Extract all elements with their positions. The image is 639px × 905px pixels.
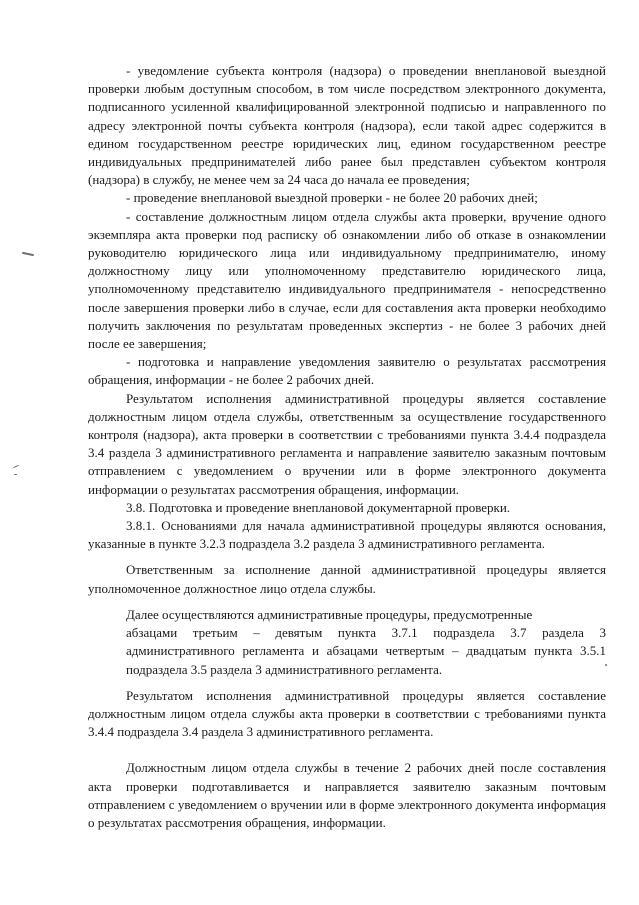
paragraph-procedure-result: Результатом исполнения административной процедуры является составление должностным лицом отдела службы, ответственным за осуществление государственного контроля (надзора), акта проверки в соответствии с требованиями пункта 3.4.4 подраздела 3.4 раздела 3 административного регламента и направление заявителю заказным почтовым отправлением с уведомлением о вручении или в форме электронного документа информации о результатах рассмотрения обращения, информации. <box>88 390 606 497</box>
paragraph-applicant-notice: - подготовка и направление уведомления заявителю о результатах рассмотрения обращения, информации - не более 2 рабочих дней. <box>88 354 606 388</box>
paragraph-further-procedures: Далее осуществляются административные процедуры, предусмотренные <box>126 606 533 622</box>
paragraph-final-notice: Должностным лицом отдела службы в течение 2 рабочих дней после составления акта проверки подготавливается и направляется заявителю заказным почтовым отправлением с уведомлением о вручении или в форме электронного документа информация о результатах рассмотрения обращения, информации. <box>88 760 606 830</box>
paragraph-inspection-act: - составление должностным лицом отдела службы акта проверки, вручение одного экземпляра акта проверки под расписку об ознакомлении либо об отказе в ознакомлении руководителю юридического лица или индивидуальному предпринимателю, иному должностному лицу или уполномоченному представителю юридического лица, уполномоченному представителю индивидуального предпринимателя - непосредственно после завершения проверки либо в случае, если для составления акта проверки необходимо получить заключения по результатам проведенных экспертиз - не более 3 рабочих дней после ее завершения; <box>88 208 606 352</box>
scan-speck <box>13 465 19 468</box>
paragraph-inspection-duration: - проведение внеплановой выездной проверки - не более 20 рабочих дней; <box>126 190 538 206</box>
scan-speck <box>14 474 17 475</box>
paragraph-documentary-result: Результатом исполнения административной процедуры является составление должностным лицом отдела службы акта проверки в соответствии с требованиями пункта 3.4.4 подраздела 3.4 раздела 3 административного регламента. <box>88 687 606 740</box>
section-heading-3-8: 3.8. Подготовка и проведение внеплановой документарной проверки. <box>126 499 511 515</box>
paragraph-notification: - уведомление субъекта контроля (надзора) о проведении внеплановой выездной проверки любым доступным способом, в том числе посредством электронного документа, подписанного усиленной квалифицированной электронной подписью и направленного по адресу электронной почты субъекта контроля (надзора), если такой адрес содержится в едином государственном реестре юридических лиц, едином государственном реестре индивидуальных предпринимателей либо ранее был представлен субъектом контроля (надзора) в службу, не менее чем за 24 часа до начала ее проведения; <box>88 63 606 188</box>
scan-speck <box>22 252 34 256</box>
document-body <box>88 62 606 832</box>
paragraph-responsible-person: Ответственным за исполнение данной административной процедуры является уполномоченное должностное лицо отдела службы. <box>88 562 606 596</box>
paragraph-3-8-1: 3.8.1. Основаниями для начала административной процедуры являются основания, указанные в пункте 3.2.3 подраздела 3.2 раздела 3 административного регламента. <box>88 518 606 552</box>
paragraph-further-procedures-cont: абзацами третьим – девятым пункта 3.7.1 подраздела 3.7 раздела 3 административного регламента и абзацами четвертым – двадцатым пункта 3.5.1 подраздела 3.5 раздела 3 административного регламента. <box>126 625 606 677</box>
